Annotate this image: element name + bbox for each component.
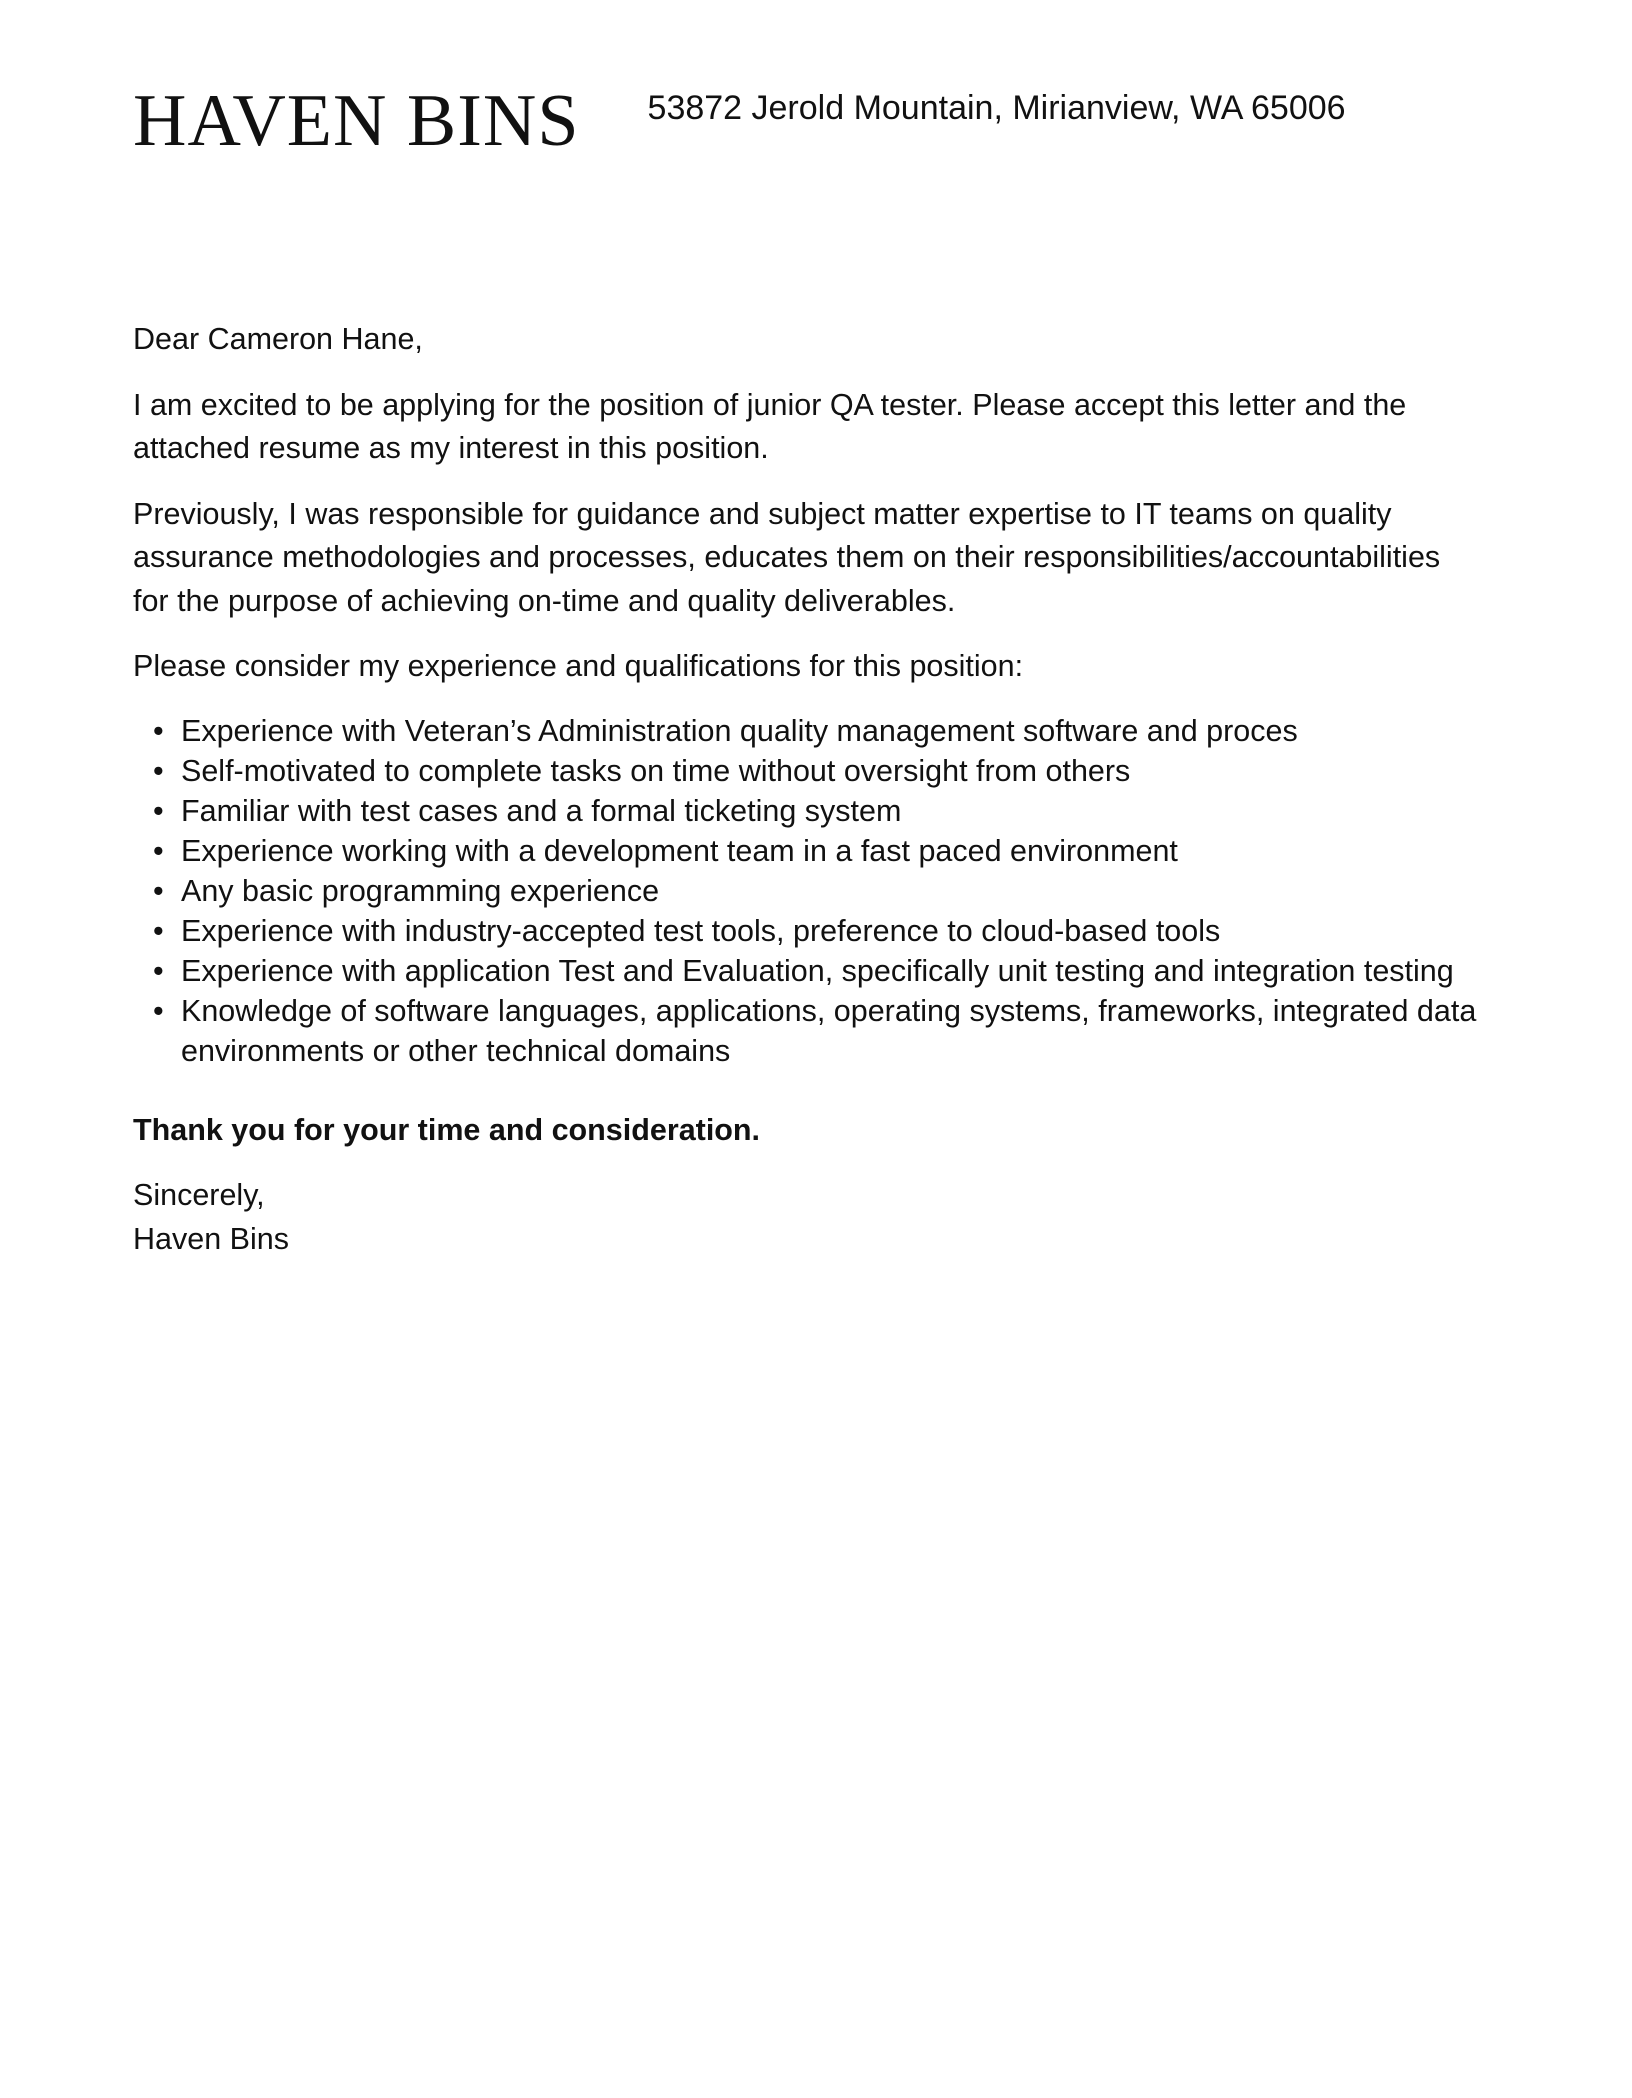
list-item-text: Any basic programming experience xyxy=(181,873,660,908)
greeting: Dear Cameron Hane, xyxy=(133,322,423,356)
list-item-text: Knowledge of software languages, applications, operating systems, frameworks, integrated data environments or other technical domains xyxy=(181,993,1477,1068)
bullet-icon: • xyxy=(153,993,164,1028)
bullet-icon: • xyxy=(153,913,164,948)
list-item xyxy=(133,951,1483,991)
closing-line: Thank you for your time and consideration. xyxy=(133,1112,761,1147)
bullet-icon: • xyxy=(153,713,164,748)
signoff: Sincerely, xyxy=(133,1178,265,1212)
list-item-text: Self-motivated to complete tasks on time without oversight from others xyxy=(181,753,1131,788)
sender-address: 53872 Jerold Mountain, Mirianview, WA 65006 xyxy=(647,89,1346,127)
experience-paragraph: Previously, I was responsible for guidance and subject matter expertise to IT teams on quality assurance methodologies and processes, educates them on their responsibilities/accountabilities for the purpose of achieving on-time and quality deliverables. xyxy=(133,496,1441,618)
bullet-icon: • xyxy=(153,793,164,828)
signature-name: Haven Bins xyxy=(133,1221,289,1256)
list-item-text: Experience with industry-accepted test tools, preference to cloud-based tools xyxy=(181,913,1221,948)
list-item xyxy=(133,711,1483,751)
list-item-text: Experience with Veteran’s Administration quality management software and proces xyxy=(181,713,1298,748)
list-item-text: Experience with application Test and Evaluation, specifically unit testing and integration testing xyxy=(181,953,1454,988)
intro-paragraph: I am excited to be applying for the position of junior QA tester. Please accept this letter and the attached resume as my interest in this position. xyxy=(133,387,1407,465)
list-item xyxy=(133,871,1483,911)
bullet-icon: • xyxy=(153,873,164,908)
list-item xyxy=(133,911,1483,951)
bullet-icon: • xyxy=(153,833,164,868)
list-item xyxy=(133,991,1483,1071)
bullet-icon: • xyxy=(153,953,164,988)
sender-name-heading: HAVEN BINS xyxy=(133,80,580,162)
list-item xyxy=(133,751,1483,791)
list-item xyxy=(133,831,1483,871)
letter-header xyxy=(133,80,1346,162)
list-item-text: Experience working with a development team in a fast paced environment xyxy=(181,833,1178,868)
list-item xyxy=(133,791,1483,831)
bullet-icon: • xyxy=(153,753,164,788)
letter-body xyxy=(133,318,1483,1261)
qualifications-list xyxy=(133,711,1483,1071)
list-item-text: Familiar with test cases and a formal ticketing system xyxy=(181,793,902,828)
qualifications-intro: Please consider my experience and qualifications for this position: xyxy=(133,649,1024,683)
